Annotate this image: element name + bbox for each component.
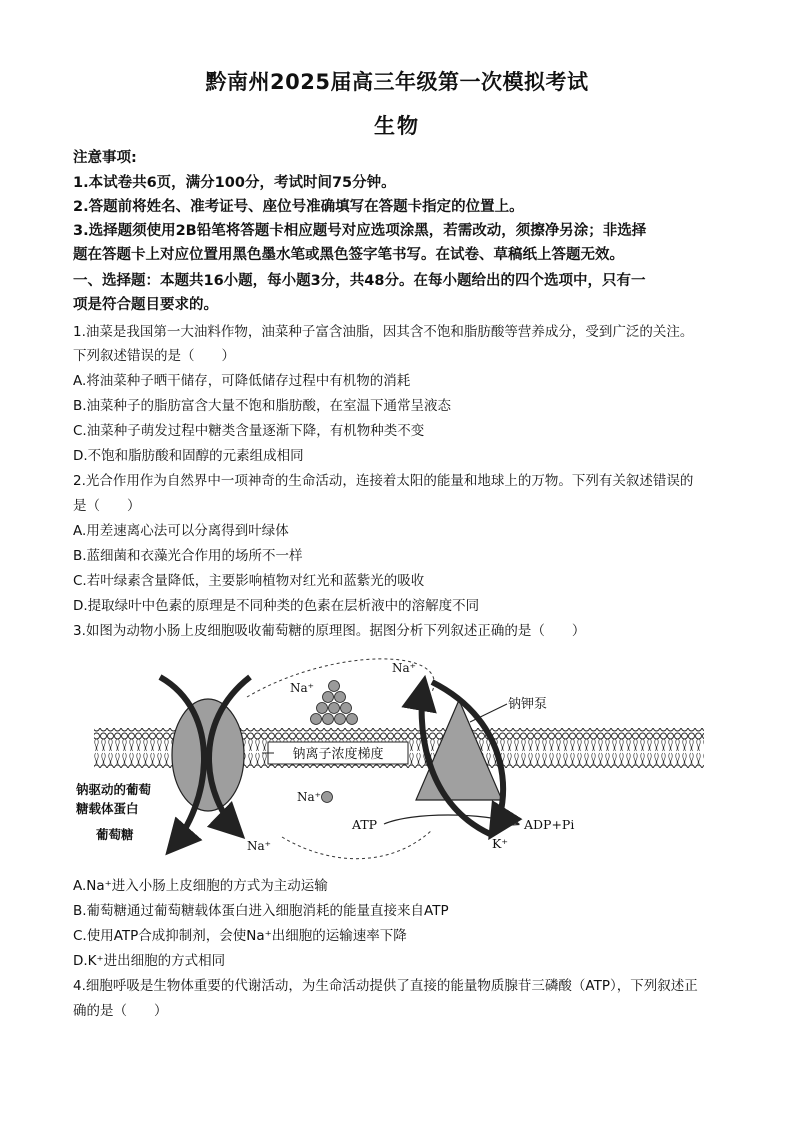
notice-heading: 注意事项: [73, 150, 137, 166]
na-bottom-label: Na⁺ [247, 839, 271, 853]
notice-item: 3.选择题须使用2B铅笔将答题卡相应题号对应选项涂黑，若需改动，须擦净另涂；非选择 [73, 223, 647, 239]
notice-item: 1.本试卷共6页，满分100分，考试时间75分钟。 [73, 175, 396, 191]
sodium-cycle-path-bottom [282, 830, 432, 859]
na-top-right-label: Na⁺ [392, 661, 416, 675]
option-d: D.提取绿叶中色素的原理是不同种类的色素在层析液中的溶解度不同 [73, 598, 480, 614]
option-b: B.蓝细菌和衣藻光合作用的场所不一样 [73, 548, 303, 564]
sodium-ion-cluster [311, 681, 358, 725]
question-stem: 1.油菜是我国第一大油料作物，油菜种子富含油脂，因其含不饱和脂肪酸等营养成分，受到广泛的关注。 [73, 324, 694, 340]
adp-label: ADP+Pi [524, 817, 575, 832]
glucose-label: 葡萄糖 [96, 827, 134, 842]
option-b: B.葡萄糖通过葡萄糖载体蛋白进入细胞消耗的能量直接来自ATP [73, 903, 449, 919]
na-inside-label: Na⁺ [297, 790, 321, 804]
question-stem: 2.光合作用作为自然界中一项神奇的生命活动，连接着太阳的能量和地球上的万物。下列有关叙述错误的 [73, 473, 694, 489]
section-heading: 一、选择题：本题共16小题，每小题3分，共48分。在每小题给出的四个选项中，只有一 [73, 273, 646, 289]
option-d: D.K⁺进出细胞的方式相同 [73, 953, 226, 969]
question-stem: 下列叙述错误的是（ ） [73, 348, 235, 364]
section-heading-cont: 项是符合题目要求的。 [73, 297, 218, 313]
exam-title: 黔南州2025届高三年级第一次模拟考试 [205, 70, 589, 94]
carrier-label-line1: 钠驱动的葡萄 [76, 782, 152, 797]
option-c: C.使用ATP合成抑制剂，会使Na⁺出细胞的运输速率下降 [73, 928, 407, 944]
option-a: A.Na⁺进入小肠上皮细胞的方式为主动运输 [73, 878, 328, 894]
option-c: C.油菜种子萌发过程中糖类含量逐渐下降，有机物种类不变 [73, 423, 425, 439]
pump-label: 钠钾泵 [508, 697, 548, 712]
gradient-label: 钠离子浓度梯度 [292, 747, 384, 762]
subject-title: 生物 [374, 114, 420, 138]
option-d: D.不饱和脂肪酸和固醇的元素组成相同 [73, 448, 304, 464]
option-c: C.若叶绿素含量降低，主要影响植物对红光和蓝紫光的吸收 [73, 573, 425, 589]
notice-item: 题在答题卡上对应位置用黑色墨水笔或黑色签字笔书写。在试卷、草稿纸上答题无效。 [73, 247, 624, 263]
atp-label: ATP [352, 817, 378, 832]
k-label: K⁺ [492, 836, 508, 851]
option-b: B.油菜种子的脂肪富含大量不饱和脂肪酸，在室温下通常呈液态 [73, 398, 452, 414]
question-stem: 4.细胞呼吸是生物体重要的代谢活动，为生命活动提供了直接的能量物质腺苷三磷酸（ATP），下列叙述正 [73, 978, 698, 994]
notice-item: 2.答题前将姓名、准考证号、座位号准确填写在答题卡指定的位置上。 [73, 199, 524, 215]
glucose-transport-diagram [72, 652, 722, 867]
na-cluster-label: Na⁺ [290, 681, 314, 695]
question-stem: 确的是（ ） [73, 1003, 168, 1019]
question-stem: 是（ ） [73, 498, 141, 514]
option-a: A.将油菜种子晒干储存，可降低储存过程中有机物的消耗 [73, 373, 411, 389]
carrier-label-line2: 糖载体蛋白 [76, 801, 139, 816]
option-a: A.用差速离心法可以分离得到叶绿体 [73, 523, 289, 539]
question-stem: 3.如图为动物小肠上皮细胞吸收葡萄糖的原理图。据图分析下列叙述正确的是（ ） [73, 623, 586, 639]
sodium-ion-inside [322, 792, 333, 803]
